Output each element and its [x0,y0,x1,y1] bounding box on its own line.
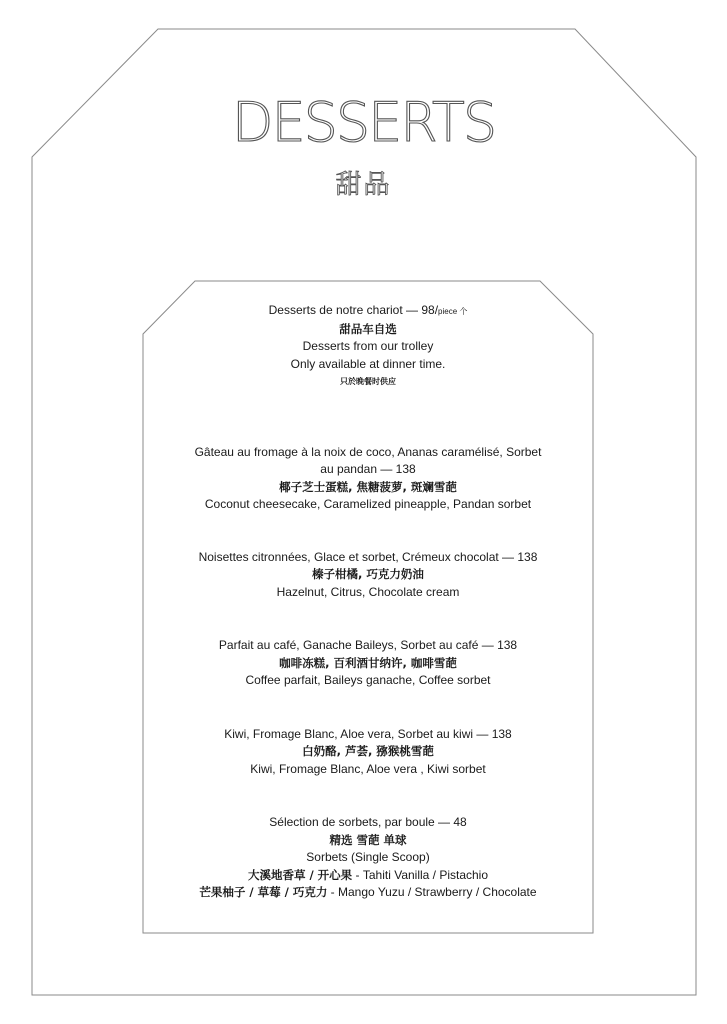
item-french-cont: au pandan — 138 [320,462,416,476]
item-english: Hazelnut, Citrus, Chocolate cream [276,584,460,599]
item-chinese: 精选 雪葩 单球 [329,832,407,847]
item-french: Parfait au café, Ganache Baileys, Sorbet au café — 138 [218,638,518,652]
menu-item-coconut-cheesecake [143,444,593,514]
item-french: Gâteau au fromage à la noix de coco, Ananas caramélisé, Sorbet [194,444,542,459]
item-english: Kiwi, Fromage Blanc, Aloe vera , Kiwi sorbet [250,761,486,776]
menu-item-sorbets [143,814,593,902]
dessert-menu [143,302,593,902]
item-chinese: 甜品车自选 [339,321,397,336]
item-french: Sélection de sorbets, par boule — 48 [269,815,467,829]
page-subtitle-zh: 甜品 [335,170,392,200]
item-french: Noisettes citronnées, Glace et sorbet, Crémeux chocolat — 138 [198,549,538,564]
sorbet-flavors-2: 芒果柚子 / 草莓 / 巧克力 - Mango Yuzu / Strawberry / Chocolate [199,885,537,899]
menu-item-coffee-parfait [143,637,593,690]
item-chinese: 白奶酪, 芦荟, 猕猴桃雪葩 [302,744,434,758]
item-english: Sorbets (Single Scoop) [306,850,430,864]
item-english: Coconut cheesecake, Caramelized pineapple, Pandan sorbet [204,497,532,511]
item-english: Coffee parfait, Baileys ganache, Coffee sorbet [245,673,491,687]
item-english: Desserts from our trolley [302,339,434,353]
item-french: Desserts de notre chariot — 98/piece 个 [268,303,468,317]
menu-item-trolley [143,302,593,391]
menu-item-hazelnut [143,549,593,602]
item-chinese: 咖啡冻糕, 百利酒甘纳许, 咖啡雪葩 [279,655,457,670]
sorbet-flavors-1: 大溪地香草 / 开心果 - Tahiti Vanilla / Pistachio [247,867,489,882]
availability-note: Only available at dinner time. [290,356,446,371]
availability-note-zh: 只於晚餐时供应 [340,377,396,386]
item-french: Kiwi, Fromage Blanc, Aloe vera, Sorbet au kiwi — 138 [224,726,512,741]
item-chinese: 榛子柑橘, 巧克力奶油 [312,567,424,581]
page-title: DESSERTS [231,91,496,154]
menu-item-kiwi [143,726,593,779]
item-chinese: 椰子芝士蛋糕, 焦糖菠萝, 斑斓雪葩 [279,479,457,494]
